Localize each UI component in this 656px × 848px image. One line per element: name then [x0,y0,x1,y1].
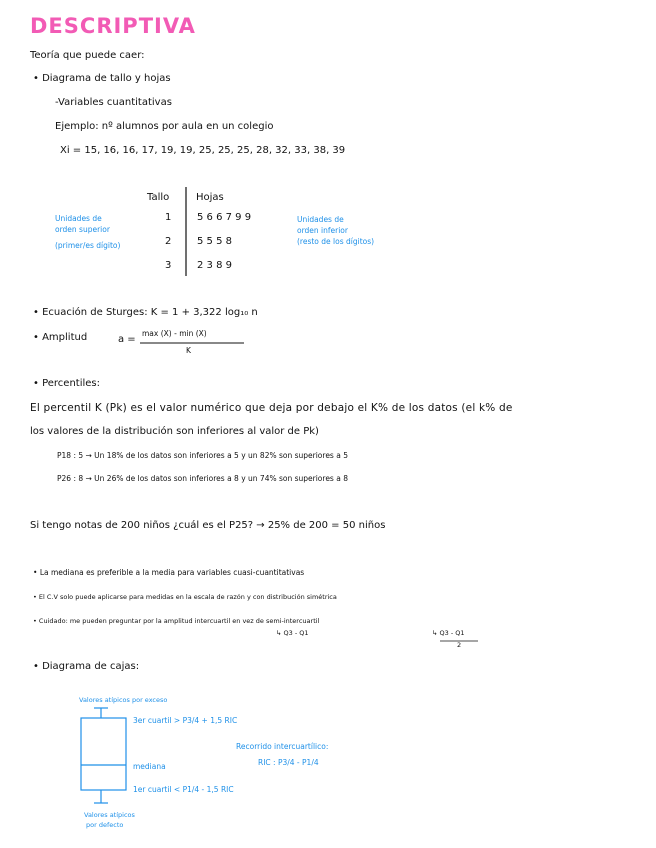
stem-leaf-heading-text: Diagrama de tallo y hojas [42,73,171,84]
stem-leaf-heading: • Diagrama de tallo y hojas [33,73,171,84]
percentile-definition-2: los valores de la distribución son inferiores al valor de Pk) [30,426,319,437]
right-note-line1: Unidades de [297,215,344,224]
leaves-row-1: 5 6 6 7 9 9 [197,212,252,223]
box-plot [81,708,126,803]
semi-iqr-denominator: 2 [457,641,462,649]
example-text: Ejemplo: nº alumnos por aula en un colegio [55,121,274,132]
sturges-formula: • Ecuación de Sturges: K = 1 + 3,322 log₁₀ n [33,307,258,318]
percentile-question: Si tengo notas de 200 niños ¿cuál es el P25? → 25% de 200 = 50 niños [30,520,386,531]
amplitude-label-text: Amplitud [42,332,88,343]
stem-row-1: 1 [165,212,172,223]
leaves-row-2: 5 5 5 8 [197,236,232,247]
sturges-text: Ecuación de Sturges: K = 1 + 3,322 log₁₀ n [42,307,258,318]
semi-iqr-numerator: ↳ Q3 - Q1 [432,629,465,637]
outliers-bottom-line1: Valores atípicos [84,811,135,819]
percentiles-heading: • Percentiles: [33,378,100,389]
outliers-top-label: Valores atípicos por exceso [79,696,168,704]
stem-row-2: 2 [165,236,172,247]
careful-note: • Cuidado: me pueden preguntar por la amplitud intercuartil en vez de semi-intercuartil [33,617,320,625]
variables-text: -Variables cuantitativas [55,97,172,108]
amplitude-a: a = [118,334,136,345]
xi-values: Xi = 15, 16, 16, 17, 19, 19, 25, 25, 25, 28, 32, 33, 38, 39 [60,145,346,156]
median-note: • La mediana es preferible a la media para variables cuasi-cuantitativas [33,568,305,577]
leaves-header: Hojas [196,192,224,203]
median-label: mediana [133,762,166,771]
left-note-line2: orden superior [55,225,110,234]
q1-label: 1er cuartil < P1/4 - 1,5 RIC [133,785,234,794]
percentiles-heading-text: Percentiles: [42,378,100,389]
intro-text: Teoría que puede caer: [30,50,145,61]
leaves-row-3: 2 3 8 9 [197,260,232,271]
left-note-line1: Unidades de [55,214,102,223]
box-rect [81,718,126,790]
percentile-example-1: P18 : 5 → Un 18% de los datos son inferiores a 5 y un 82% son superiores a 5 [57,451,348,460]
amplitude-label: • Amplitud [33,332,88,343]
percentile-definition-1: El percentil K (Pk) es el valor numérico que deja por debajo el K% de los datos (el k% de [30,402,513,414]
careful-note-text: Cuidado: me pueden preguntar por la amplitud intercuartil en vez de semi-intercuartil [38,617,320,625]
stem-row-3: 3 [165,260,172,271]
right-note-line3: (resto de los dígitos) [297,237,375,246]
box-heading-text: Diagrama de cajas: [42,661,140,672]
q3-label: 3er cuartil > P3/4 + 1,5 RIC [133,716,238,725]
outliers-bottom-line2: por defecto [86,821,124,829]
cv-note: • El C.V solo puede aplicarse para medidas en la escala de razón y con distribución simétrica [33,593,337,601]
box-heading: • Diagrama de cajas: [33,661,140,672]
iqr-note: ↳ Q3 - Q1 [276,629,309,637]
range-formula: RIC : P3/4 - P1/4 [258,758,319,767]
right-note-line2: orden inferior [297,226,348,235]
amplitude-denominator: K [186,346,191,355]
median-note-text: La mediana es preferible a la media para variables cuasi-cuantitativas [39,568,305,577]
cv-note-text: El C.V solo puede aplicarse para medidas en la escala de razón y con distribución simétrica [38,593,337,601]
amplitude-numerator: max (X) - min (X) [142,329,207,338]
range-title: Recorrido intercuartílico: [236,742,329,751]
left-note-line3: (primer/es dígito) [55,241,121,250]
stem-header: Tallo [147,192,170,203]
page-title: DESCRIPTIVA [30,14,196,38]
percentile-example-2: P26 : 8 → Un 26% de los datos son inferiores a 8 y un 74% son superiores a 8 [57,474,348,483]
